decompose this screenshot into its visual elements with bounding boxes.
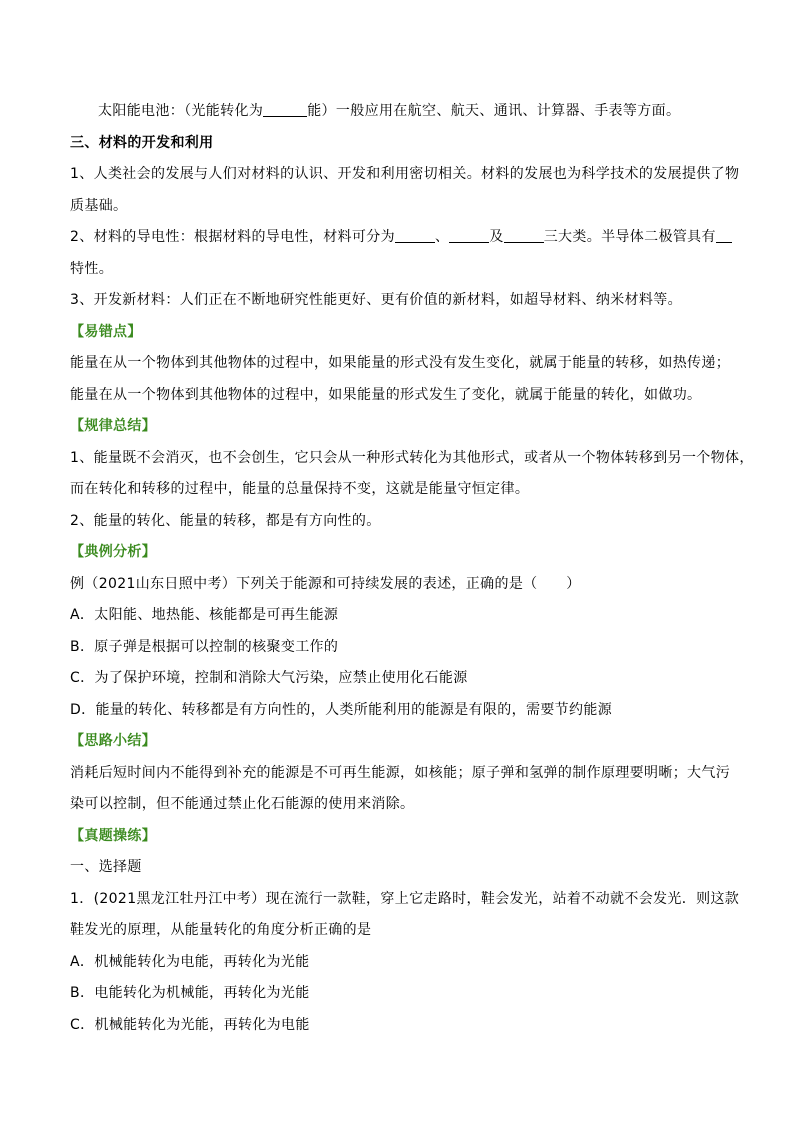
paragraph: 1、人类社会的发展与人们对材料的认识、开发和利用密切相关。材料的发展也为科学技术的发展提供了物 <box>70 166 740 182</box>
option-a: A．太阳能、地热能、核能都是可再生能源 <box>70 607 339 623</box>
paragraph: 能量在从一个物体到其他物体的过程中，如果能量的形式发生了变化，就属于能量的转化，如做功。 <box>70 386 702 403</box>
option-b: B．原子弹是根据可以控制的核聚变工作的 <box>70 638 339 655</box>
section-title-example: 【典例分析】 <box>70 544 157 560</box>
solar-text-pre: 太阳能电池：（光能转化为 <box>98 103 264 119</box>
option-c: C．机械能转化为光能，再转化为电能 <box>70 1016 310 1033</box>
conductivity-line <box>70 222 730 254</box>
subsection-heading: 一、选择题 <box>70 859 142 875</box>
paragraph: 3、开发新材料：人们正在不断地研究性能更好、更有价值的新材料，如超导材料、纳米材料等。 <box>70 292 682 308</box>
conductivity-text: 2、材料的导电性：根据材料的导电性，材料可分为 <box>70 229 395 245</box>
blank-line <box>263 102 307 117</box>
section-heading: 三、材料的开发和利用 <box>70 134 214 151</box>
solar-text-post: 能）一般应用在航空、航天、通讯、计算器、手表等方面。 <box>307 103 681 119</box>
paragraph: 1、能量既不会消灭，也不会创生，它只会从一种形式转化为其他形式，或者从一个物体转移到另一个物体， <box>70 449 754 466</box>
paragraph: 2、能量的转化、能量的转移，都是有方向性的。 <box>70 512 381 529</box>
section-title-rules: 【规律总结】 <box>70 418 157 434</box>
option-c: C．为了保护环境，控制和消除大气污染，应禁止使用化石能源 <box>70 670 468 686</box>
blank-line <box>449 228 489 243</box>
option-d: D．能量的转化、转移都是有方向性的，人类所能利用的能源是有限的，需要节约能源 <box>70 701 613 718</box>
section-title-easy-wrong: 【易错点】 <box>70 323 142 340</box>
separator: 及 <box>489 229 504 245</box>
option-b: B．电能转化为机械能，再转化为光能 <box>70 985 310 1001</box>
blank-line <box>395 228 435 243</box>
conductivity-text-post: 三大类。半导体二极管具有 <box>543 229 716 245</box>
practice-question: 鞋发光的原理，从能量转化的角度分析正确的是 <box>70 922 372 938</box>
paragraph: 而在转化和转移的过程中，能量的总量保持不变，这就是能量守恒定律。 <box>70 481 530 497</box>
blank-line <box>504 228 544 243</box>
document-page <box>70 96 754 1041</box>
practice-question: 1．(2021黑龙江牡丹江中考）现在流行一款鞋，穿上它走路时，鞋会发光，站着不动就不会发光．则这款 <box>70 890 740 907</box>
option-a: A．机械能转化为电能，再转化为光能 <box>70 953 310 970</box>
separator: 、 <box>434 229 450 245</box>
paragraph: 质基础。 <box>70 197 128 214</box>
paragraph: 特性。 <box>70 260 114 277</box>
paragraph: 消耗后短时间内不能得到补充的能源是不可再生能源，如核能；原子弹和氢弹的制作原理要明晰；大气污 <box>70 764 731 781</box>
blank-line <box>716 228 732 243</box>
example-question: 例（2021山东日照中考）下列关于能源和可持续发展的表述，正确的是（ ） <box>70 575 581 592</box>
paragraph: 染可以控制，但不能通过禁止化石能源的使用来消除。 <box>70 796 415 812</box>
solar-cell-line <box>70 96 730 128</box>
section-title-practice: 【真题操练】 <box>70 827 157 844</box>
paragraph: 能量在从一个物体到其他物体的过程中，如果能量的形式没有发生变化，就属于能量的转移，如热传递； <box>70 355 731 371</box>
section-title-summary: 【思路小结】 <box>70 733 157 749</box>
